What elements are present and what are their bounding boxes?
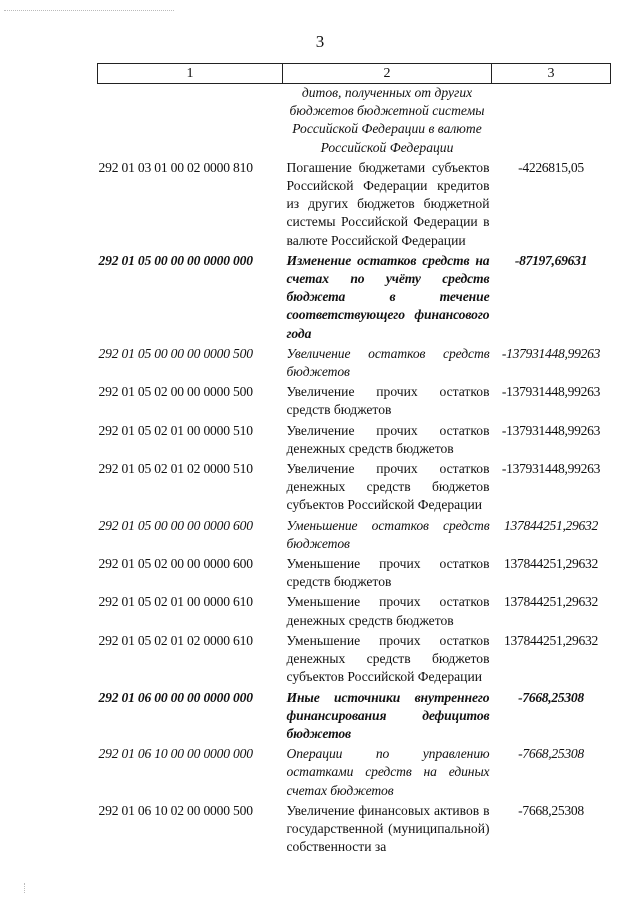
table-row: [98, 381, 611, 419]
amount: 137844251,29632: [503, 517, 599, 533]
scan-edge-mark: [24, 883, 35, 893]
budget-code: 292 01 05 02 01 02 0000 610: [98, 632, 253, 648]
item-name: Уменьшение прочих остатков средств бюджетов: [286, 556, 490, 590]
table-row: [98, 687, 611, 744]
table-row: [98, 630, 611, 687]
scan-edge-mark: [4, 10, 174, 15]
page-number: 3: [315, 32, 325, 51]
continuation-text: дитов, полученных от других бюджетов бюджетной системы Российской Федерации в валюте Российской Федерации: [289, 85, 485, 155]
column-header-name: 2: [283, 64, 492, 84]
table-row: [98, 420, 611, 458]
item-name: Увеличение остатков средств бюджетов: [286, 345, 490, 380]
amount: -7668,25308: [518, 802, 584, 818]
budget-code: 292 01 03 01 00 02 0000 810: [98, 159, 253, 175]
table-row: [98, 458, 611, 515]
table-row: [98, 157, 611, 250]
item-name: Уменьшение прочих остатков денежных средств бюджетов субъектов Российской Федерации: [286, 632, 490, 685]
amount: -7668,25308: [518, 689, 584, 705]
budget-code: 292 01 05 02 00 00 0000 500: [98, 384, 253, 400]
amount: -7668,25308: [518, 746, 584, 762]
item-name: Иные источники внутреннего финансирования дефицитов бюджетов: [286, 689, 490, 741]
item-name: Увеличение прочих остатков денежных средств бюджетов субъектов Российской Федерации: [286, 461, 490, 513]
budget-code: 292 01 06 10 00 00 0000 000: [98, 746, 253, 762]
table-row: [98, 343, 611, 381]
item-name: Погашение бюджетами субъектов Российской Федерации кредитов из других бюджетов бюджетной системы Российской Федерации в валюте Российской Федерации: [286, 159, 490, 248]
continuation-row: [98, 84, 611, 157]
table-row: [98, 515, 611, 553]
budget-code: 292 01 06 00 00 00 0000 000: [98, 689, 253, 705]
budget-code: 292 01 05 02 01 00 0000 610: [98, 594, 253, 610]
table-row: [98, 553, 611, 591]
item-name: Уменьшение прочих остатков денежных средств бюджетов: [286, 594, 490, 628]
budget-code: 292 01 05 00 00 00 0000 500: [98, 345, 253, 361]
budget-sources-table: [97, 63, 611, 856]
amount: 137844251,29632: [503, 632, 599, 648]
item-name: Увеличение прочих остатков средств бюджетов: [286, 384, 490, 418]
amount: -4226815,05: [518, 159, 584, 175]
amount: -137931448,99263: [501, 461, 601, 477]
amount: 137844251,29632: [503, 556, 599, 572]
table-row: [98, 250, 611, 343]
amount: -87197,69631: [514, 252, 588, 268]
table-row: [98, 743, 611, 800]
item-name: Уменьшение остатков средств бюджетов: [286, 517, 490, 551]
budget-code: 292 01 05 02 01 02 0000 510: [98, 461, 253, 477]
amount: -137931448,99263: [501, 422, 601, 438]
column-header-code: 1: [98, 64, 283, 84]
amount: -137931448,99263: [501, 345, 601, 361]
item-name: Операции по управлению остатками средств на единых счетах бюджетов: [286, 746, 490, 798]
item-name: Изменение остатков средств на счетах по учёту средств бюджета в течение соответствующего финансового года: [286, 252, 490, 341]
budget-code: 292 01 05 00 00 00 0000 000: [98, 252, 253, 268]
budget-code: 292 01 05 02 00 00 0000 600: [98, 556, 253, 572]
table-row: [98, 800, 611, 857]
budget-code: 292 01 06 10 02 00 0000 500: [98, 802, 253, 818]
column-header-amount: 3: [492, 64, 611, 84]
budget-code: 292 01 05 00 00 00 0000 600: [98, 517, 253, 533]
budget-code: 292 01 05 02 01 00 0000 510: [98, 422, 253, 438]
item-name: Увеличение прочих остатков денежных средств бюджетов: [286, 422, 490, 456]
item-name: Увеличение финансовых активов в государственной (муниципальной) собственности за: [286, 802, 490, 855]
table-header-row: [98, 64, 611, 84]
amount: 137844251,29632: [503, 594, 599, 610]
table-row: [98, 591, 611, 629]
amount: -137931448,99263: [501, 384, 601, 400]
